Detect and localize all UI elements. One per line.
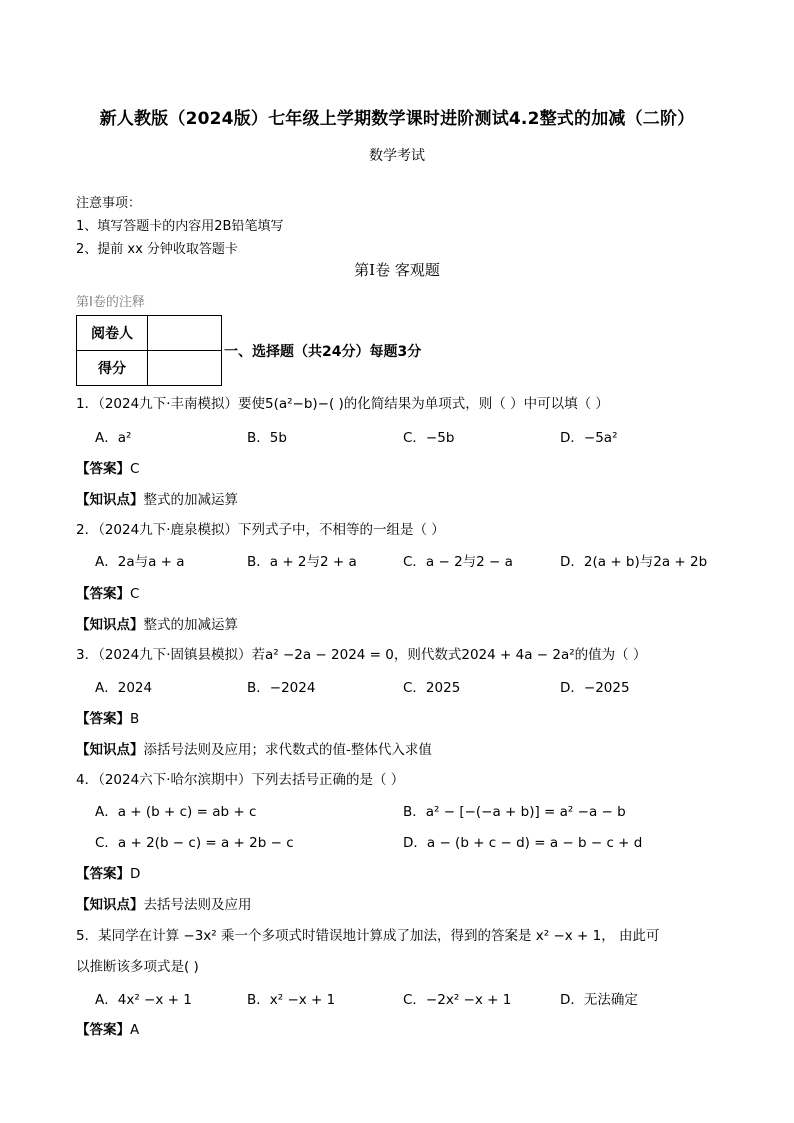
option: D．2(a + b)与2a + 2b [560, 554, 708, 570]
reviewer-cell[interactable] [148, 316, 222, 351]
knowledge-value: 去括号法则及应用 [143, 897, 252, 913]
option: C．a − 2与2 − a [403, 554, 513, 570]
answer-line [76, 457, 139, 477]
knowledge-label: 【知识点】 [76, 617, 144, 633]
question-stem: 1．（2024九下·丰南模拟）要使5(a²−b)−( )的化简结果为单项式，则（ ）中可以填（ ） [76, 396, 609, 412]
option: B．a² − [−(−a + b)] = a² −a − b [403, 804, 626, 820]
knowledge-line [76, 488, 238, 508]
answer-value: B [130, 711, 140, 727]
answer-value: C [130, 461, 140, 477]
knowledge-value: 添括号法则及应用；求代数式的值-整体代入求值 [143, 742, 432, 758]
knowledge-line [76, 738, 432, 758]
document-title: 新人教版（2024版）七年级上学期数学课时进阶测试4.2整式的加减（二阶） [99, 109, 695, 129]
knowledge-line [76, 613, 238, 633]
option: C．2025 [403, 680, 461, 696]
answer-label: 【答案】 [76, 1022, 130, 1038]
score-label: 得分 [77, 351, 148, 386]
volume-note: 第Ⅰ卷的注释 [76, 295, 145, 310]
answer-label: 【答案】 [76, 586, 130, 602]
notes-item: 2、提前 xx 分钟收取答题卡 [76, 242, 238, 257]
question-stem: 4．（2024六下·哈尔滨期中）下列去括号正确的是（ ） [76, 772, 405, 788]
answer-label: 【答案】 [76, 866, 130, 882]
option: B．x² −x + 1 [247, 992, 336, 1008]
answer-value: C [130, 586, 140, 602]
knowledge-value: 整式的加减运算 [143, 617, 238, 633]
knowledge-label: 【知识点】 [76, 897, 144, 913]
knowledge-label: 【知识点】 [76, 742, 144, 758]
question-stem: 5．某同学在计算 −3x² 乘一个多项式时错误地计算成了加法，得到的答案是 x² −x + 1， 由此可 [76, 928, 660, 944]
document-subtitle: 数学考试 [369, 148, 425, 164]
answer-line [76, 862, 140, 882]
option: B．−2024 [247, 680, 316, 696]
answer-line [76, 1018, 139, 1038]
notes-item: 1、填写答题卡的内容用2B铅笔填写 [76, 219, 284, 234]
knowledge-line [76, 893, 252, 913]
option: C．−2x² −x + 1 [403, 992, 512, 1008]
option: A．a² [95, 430, 132, 446]
option: C．−5b [403, 430, 455, 446]
answer-label: 【答案】 [76, 711, 130, 727]
reviewer-label: 阅卷人 [77, 316, 148, 351]
knowledge-label: 【知识点】 [76, 492, 144, 508]
option: D．无法确定 [560, 992, 638, 1008]
answer-value: A [130, 1022, 140, 1038]
section-heading: 一、选择题（共24分）每题3分 [224, 344, 422, 360]
question-stem: 2．（2024九下·鹿泉模拟）下列式子中，不相等的一组是（ ） [76, 522, 445, 538]
option: D．−5a² [560, 430, 618, 446]
score-cell[interactable] [148, 351, 222, 386]
question-stem-continued: 以推断该多项式是( ) [76, 959, 199, 975]
option: B．a + 2与2 + a [247, 554, 357, 570]
option: D．−2025 [560, 680, 630, 696]
question-stem: 3．（2024九下·固镇县模拟）若a² −2a − 2024 = 0，则代数式2024 + 4a − 2a²的值为（ ） [76, 647, 647, 663]
score-table [76, 315, 222, 386]
answer-value: D [130, 866, 141, 882]
knowledge-value: 整式的加减运算 [143, 492, 238, 508]
answer-line [76, 707, 139, 727]
option: A．2024 [95, 680, 153, 696]
option: A．4x² −x + 1 [95, 992, 192, 1008]
option: C．a + 2(b − c) = a + 2b − c [95, 835, 294, 851]
answer-label: 【答案】 [76, 461, 130, 477]
answer-line [76, 582, 139, 602]
option: A．2a与a + a [95, 554, 185, 570]
notes-block [76, 192, 283, 261]
option: A．a + (b + c) = ab + c [95, 804, 257, 820]
option: B．5b [247, 430, 287, 446]
notes-heading: 注意事项： [76, 196, 142, 211]
volume-title: 第Ⅰ卷 客观题 [354, 261, 440, 279]
option: D．a − (b + c − d) = a − b − c + d [403, 835, 643, 851]
